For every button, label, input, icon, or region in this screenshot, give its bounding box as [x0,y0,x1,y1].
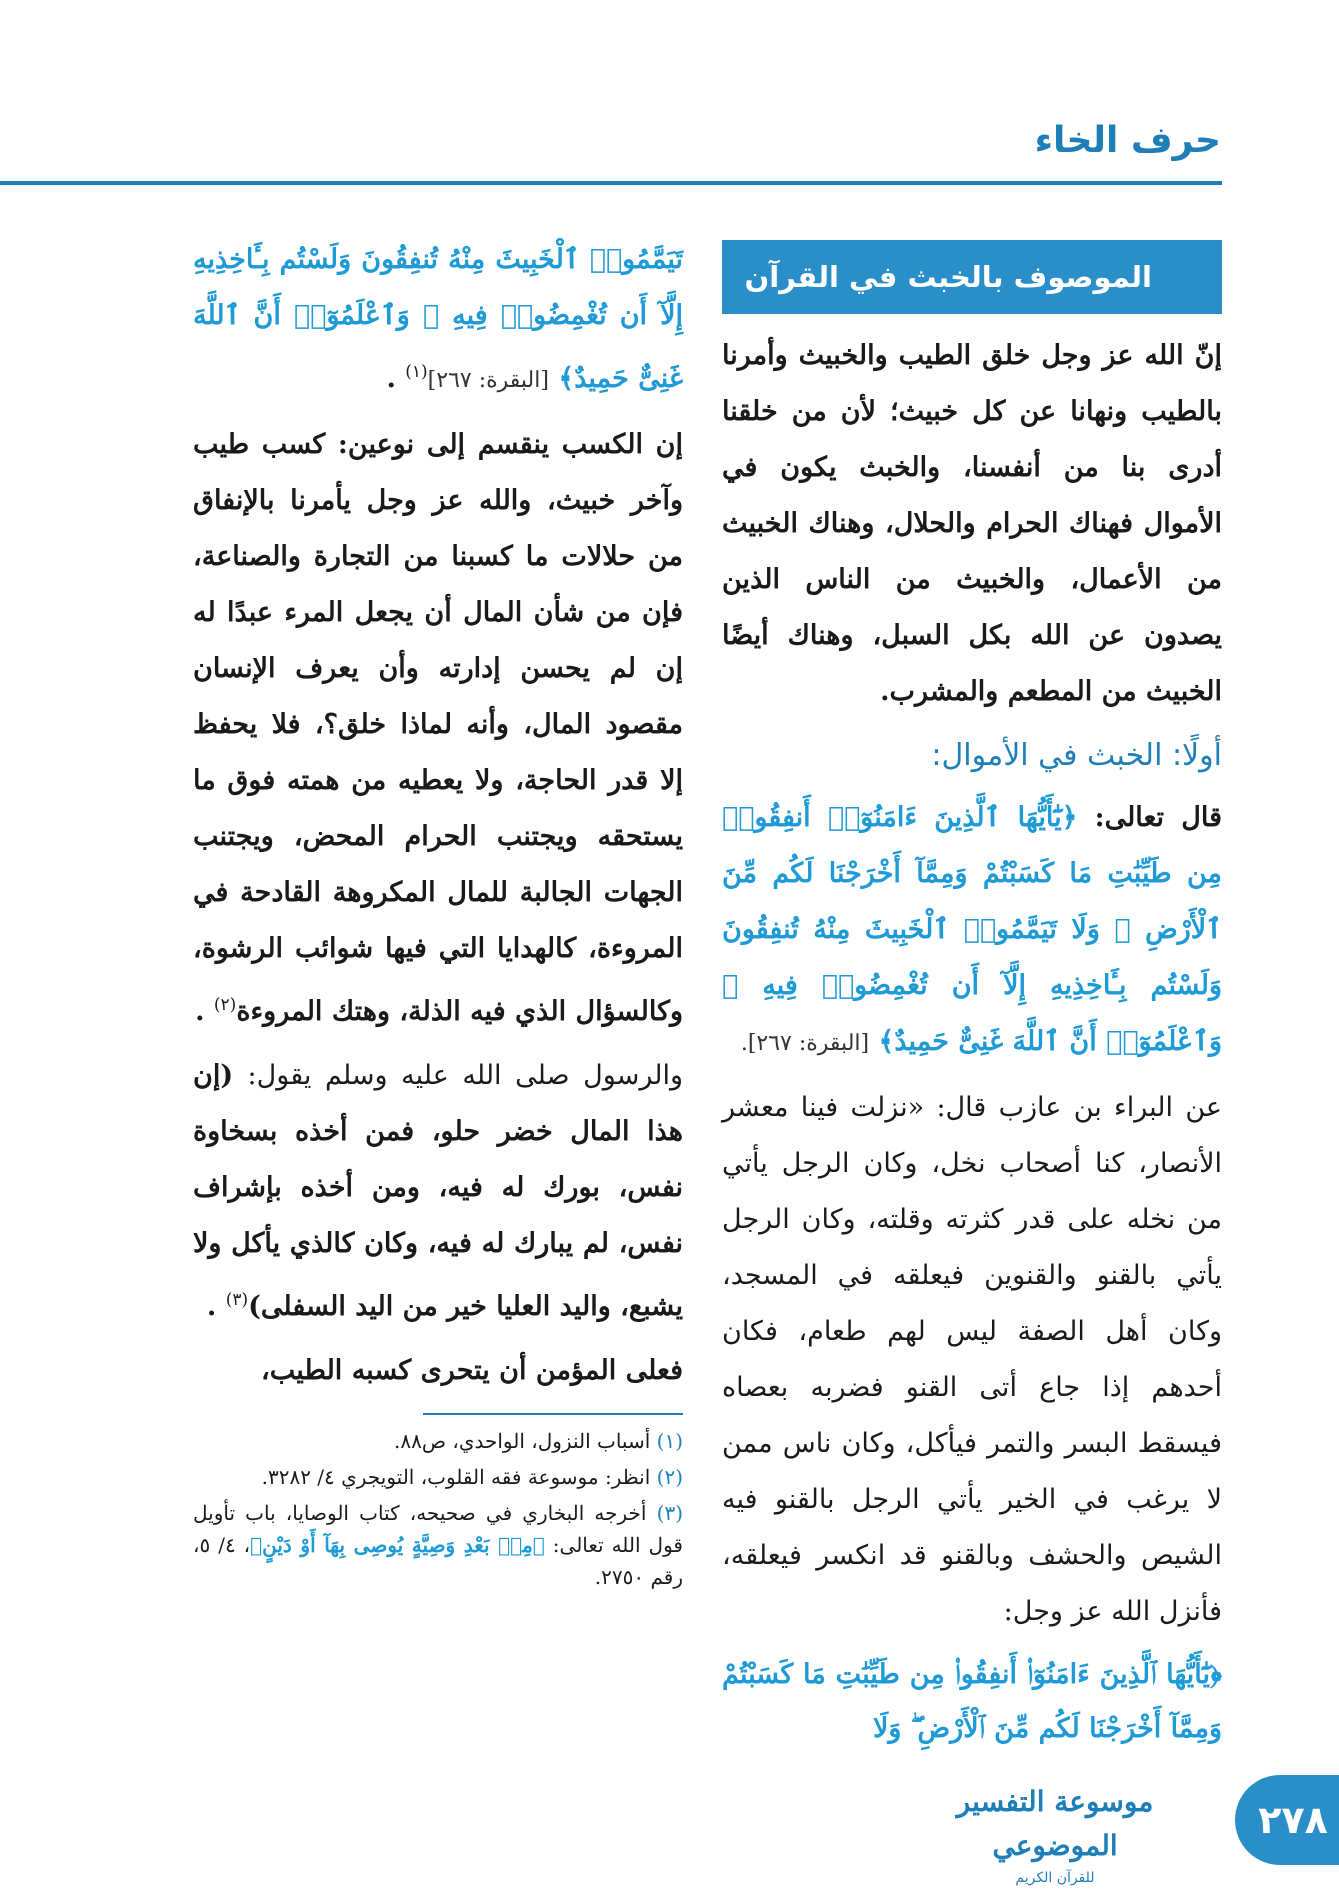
header-rule [0,181,1222,185]
footnote-marker[interactable]: (٣) [225,1290,249,1310]
closing-verse: ﴿يَٰٓأَيُّهَا ٱلَّذِينَ ءَامَنُوٓا۟ أَنفِقُوا۟ مِن طَيِّبَٰتِ مَا كَسَبْتُمْ وَمِمَّآ أَخْرَجْنَا لَكُم مِّنَ ٱلْأَرْضِ ۖ وَلَا [722,1659,1222,1744]
footnote [193,1497,683,1593]
quran-verse: ﴿يَٰٓأَيُّهَا ٱلَّذِينَ ءَامَنُوٓا۟ أَنفِقُوا۟ مِن طَيِّبَٰتِ مَا كَسَبْتُمْ وَمِمَّآ أَخْرَجْنَا لَكُم مِّنَ ٱلْأَرْضِ ۖ وَلَا تَيَمَّمُوا۟ ٱلْخَبِيثَ مِنْهُ تُنفِقُونَ وَلَسْتُم بِـَٔاخِذِيهِ إِلَّآ أَن تُغْمِضُوا۟ فِيهِ ۚ وَٱعْلَمُوٓا۟ أَنَّ ٱللَّهَ غَنِىٌّ حَمِيدٌ﴾ [722,802,1222,1057]
body-text: إن الكسب ينقسم إلى نوعين: كسب طيب وآخر خبيث، والله عز وجل يأمرنا بالإنفاق من حلالات ما كسبنا من التجارة والصناعة، فإن من شأن المال أن يجعل المرء عبدًا له إن لم يحسن إدارته وأن يعرف الإنسان مقصود المال، وأنه لماذا خلق؟، فلا يحفظ إلا قدر الحاجة، ولا يعطيه من همته فوق ما يستحقه ويجتنب الحرام المحض، ويجتنب الجهات الجالبة للمال المكروهة القادحة في المروءة، كالهدايا التي فيها شوائب الرشوة، وكالسؤال الذي فيه الذلة، وهتك المروءة [193,429,683,1027]
logo-subtitle: للقرآن الكريم [1015,1870,1095,1886]
footnote-marker[interactable]: (٢) [213,995,237,1015]
footnote [193,1425,683,1457]
verse-reference: [البقرة: ٢٦٧]. [740,1031,870,1056]
page-number: ٢٧٨ [1235,1775,1339,1865]
chapter-title: حرف الخاء [1034,120,1221,161]
intro-paragraph: إنّ الله عز وجل خلق الطيب والخبيث وأمرنا بالطيب ونهانا عن كل خبيث؛ لأن من خلقنا أدرى بنا من أنفسنا، والخبث يكون في الأموال فهناك الحرام والحلال، وهناك الخبيث من الأعمال، والخبيث من الناس الذين يصدون عن الله بكل السبل، وهناك أيضًا الخبيث من المطعم والمشرب. [722,340,1222,707]
encyclopedia-logo [905,1780,1205,1886]
section-title-box [722,240,1222,314]
footnote-number: (٣) [656,1501,684,1525]
body-paragraph: إن الكسب ينقسم إلى نوعين: كسب طيب وآخر خبيث، والله عز وجل يأمرنا بالإنفاق من حلالات ما كسبنا من التجارة والصناعة، فإن من شأن المال أن يجعل المرء عبدًا له إن لم يحسن إدارته وأن يعرف الإنسان مقصود المال، وأنه لماذا خلق؟، فلا يحفظ إلا قدر الحاجة، ولا يعطيه من همته فوق ما يستحقه ويجتنب الحرام المحض، ويجتنب الجهات الجالبة للمال المكروهة القادحة في المروءة، كالهدايا التي فيها شوائب الرشوة، وكالسؤال الذي فيه الذلة، وهتك المروءة$^{(٢)}$ . [193,429,683,1027]
quote-paragraph [722,790,1222,1072]
closing-paragraph: فعلى المؤمن أن يتحرى كسبه الطيب، [261,1355,683,1386]
footnote-tail: ، ٤/ ٥، رقم ٢٧٥٠. [193,1533,683,1589]
hadith-paragraph: والرسول صلى الله عليه وسلم يقول: (إن هذا المال خضر حلو، فمن أخذه بسخاوة نفس، بورك له فيه، ومن أخذه بإشراف نفس، لم يبارك له فيه، وكان كالذي يأكل ولا يشبع، واليد العليا خير من اليد السفلى)$^{(٣)}$ . [193,1060,683,1322]
footnote-text: أسباب النزول، الواحدي، ص٨٨. [394,1429,651,1453]
left-column [193,232,683,1597]
footnote-number: (١) [656,1429,683,1453]
footnote-separator [423,1413,683,1415]
footnote-text: أخرجه البخاري في صحيحه، كتاب الوصايا، باب تأويل قول الله تعالى: [193,1501,683,1557]
right-column [722,240,1222,1764]
hadith-lead: والرسول صلى الله عليه وسلم يقول: [247,1060,683,1091]
footnote-marker[interactable]: (١) [405,362,428,382]
footnote [193,1461,683,1493]
subheading: أولًا: الخبث في الأموال: [931,738,1222,773]
footnote-number: (٢) [656,1465,683,1489]
verse-reference: [البقرة: ٢٦٧] [427,368,549,393]
hadith-paragraph: عن البراء بن عازب قال: «نزلت فينا معشر الأنصار، كنا أصحاب نخل، وكان الرجل يأتي من نخله على قدر كثرته وقلته، وكان الرجل يأتي بالقنو والقنوين فيعلقه في المسجد، وكان أهل الصفة ليس لهم طعام، فكان أحدهم إذا جاع أتى القنو فضربه بعصاه فيسقط البسر والتمر فيأكل، وكان ناس ممن لا يرغب في الخير يأتي الرجل بالقنو فيه الشيص والحشف وبالقنو قد انكسر فيعلقه، فأنزل الله عز وجل: [722,1092,1222,1627]
verse-continuation-paragraph: تَيَمَّمُوا۟ ٱلْخَبِيثَ مِنْهُ تُنفِقُونَ وَلَسْتُم بِـَٔاخِذِيهِ إِلَّآ أَن تُغْمِضُوا۟ فِيهِ ۚ وَٱعْلَمُوٓا۟ أَنَّ ٱللَّهَ غَنِىٌّ حَمِيدٌ﴾ [البقرة: ٢٦٧]$^{(١)}$ . [193,244,683,394]
quote-lead: قال تعالى: [1094,802,1222,833]
footnote-verse: ﴿مِنۢ بَعْدِ وَصِيَّةٍ يُوصِى بِهَآ أَوْ دَيْنٍ﴾ [250,1533,545,1557]
footnote-text: انظر: موسوعة فقه القلوب، التويجري ٤/ ٣٢٨٢. [261,1465,651,1489]
hadith-quote: (إن هذا المال خضر حلو، فمن أخذه بسخاوة نفس، بورك له فيه، ومن أخذه بإشراف نفس، لم يبارك له فيه، وكان كالذي يأكل ولا يشبع، واليد العليا خير من اليد السفلى) [193,1060,683,1322]
section-title: الموصوف بالخبث في القرآن [744,260,1152,294]
logo-title: موسوعة التفسير الموضوعي [956,1785,1154,1862]
verse-continuation: تَيَمَّمُوا۟ ٱلْخَبِيثَ مِنْهُ تُنفِقُونَ وَلَسْتُم بِـَٔاخِذِيهِ إِلَّآ أَن تُغْمِضُوا۟ فِيهِ ۚ وَٱعْلَمُوٓا۟ أَنَّ ٱللَّهَ غَنِىٌّ حَمِيدٌ﴾ [193,244,683,394]
